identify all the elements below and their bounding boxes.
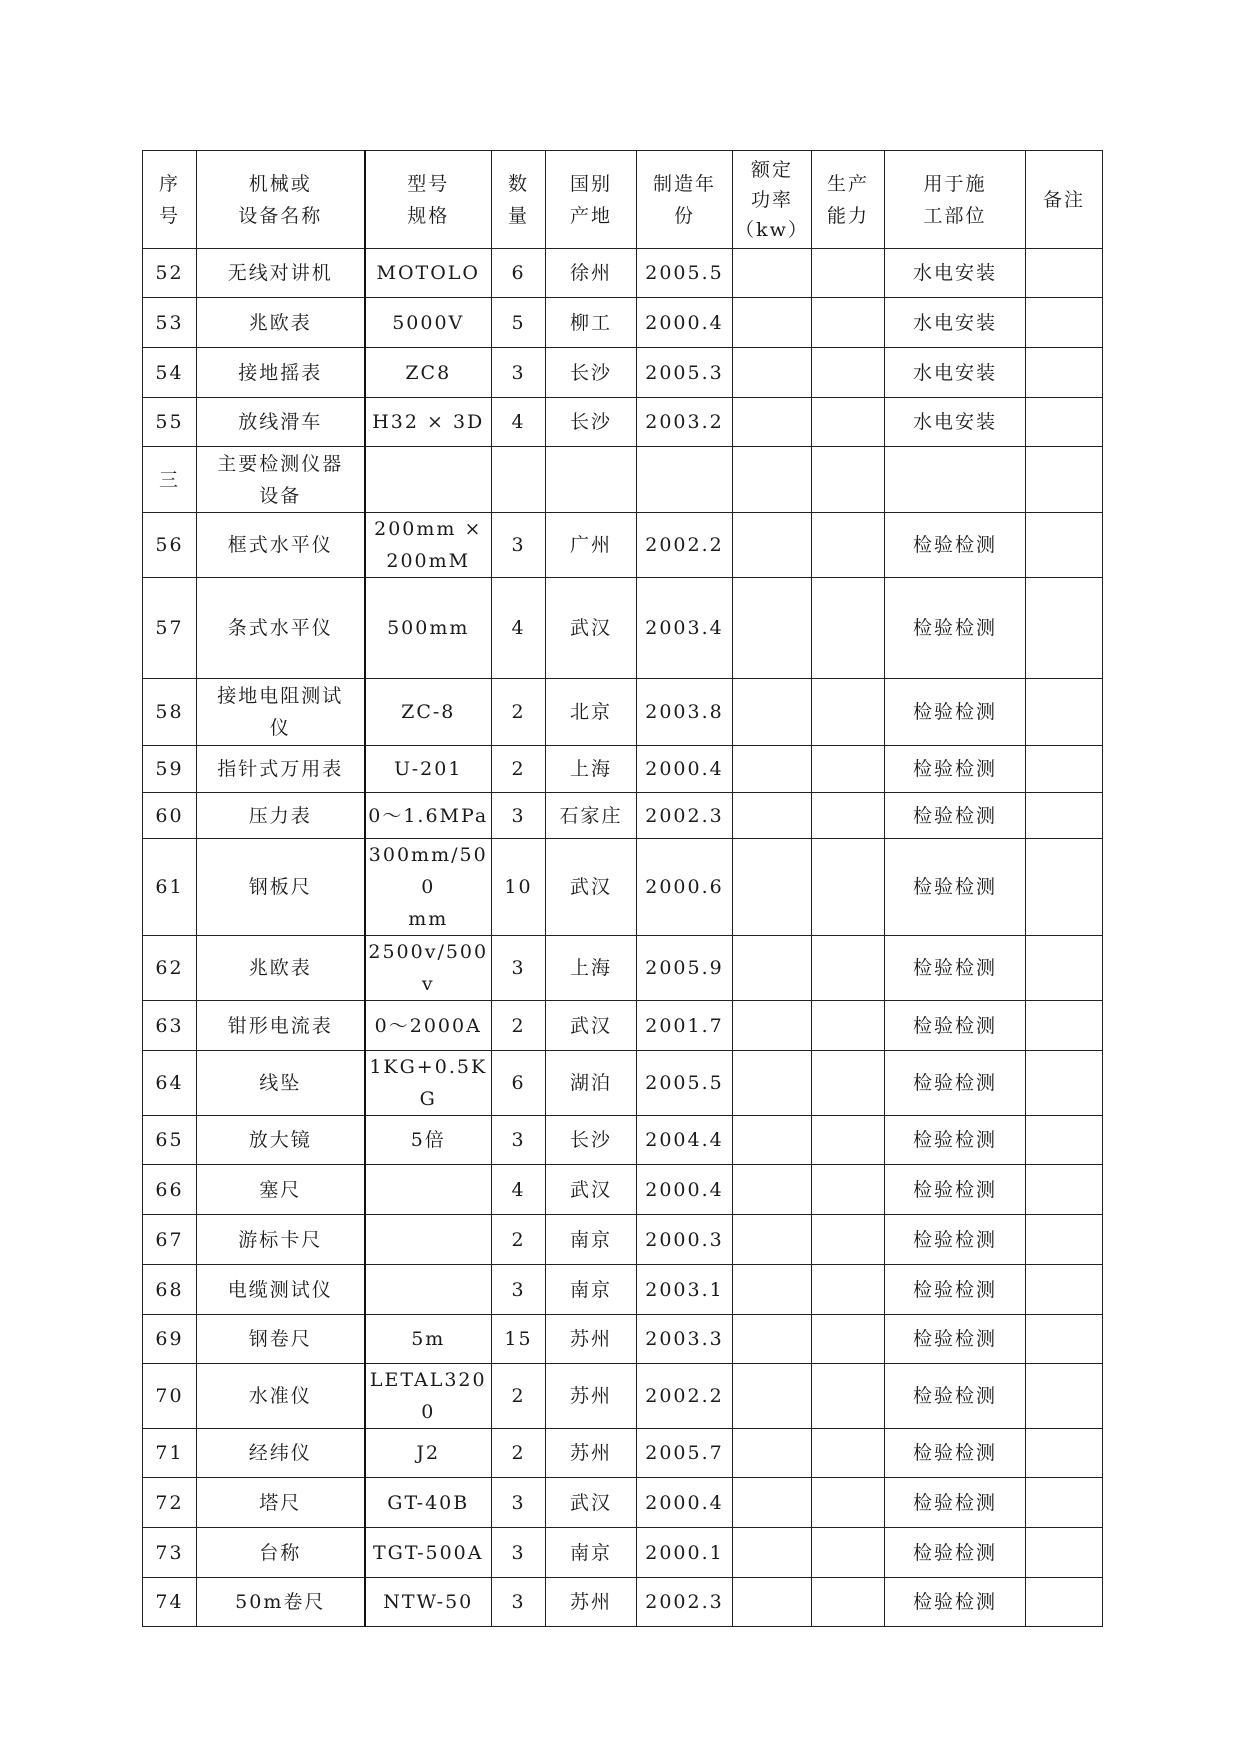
cell-power [733, 1215, 812, 1265]
cell-seq: 55 [143, 398, 197, 447]
cell-capacity [812, 447, 885, 513]
cell-year: 2002.3 [637, 1578, 733, 1627]
cell-origin: 南京 [546, 1528, 637, 1578]
table-row [143, 348, 1103, 398]
cell-qty: 2 [492, 1364, 546, 1429]
cell-spec: 2500v/500 v [365, 936, 492, 1001]
cell-power [733, 1528, 812, 1578]
cell-spec: 0～2000A [365, 1001, 492, 1051]
cell-spec: J2 [365, 1429, 492, 1478]
table-row [143, 936, 1103, 1001]
cell-usage: 检验检测 [885, 936, 1026, 1001]
cell-name: 框式水平仪 [197, 513, 365, 578]
cell-qty: 2 [492, 679, 546, 746]
cell-seq: 67 [143, 1215, 197, 1265]
cell-spec: 200mm × 200mM [365, 513, 492, 578]
cell-year: 2004.4 [637, 1116, 733, 1165]
cell-seq: 69 [143, 1315, 197, 1364]
cell-origin: 徐州 [546, 249, 637, 298]
cell-seq: 71 [143, 1429, 197, 1478]
cell-spec [365, 1265, 492, 1315]
table-row [143, 447, 1103, 513]
cell-origin: 长沙 [546, 398, 637, 447]
cell-remarks [1026, 679, 1103, 746]
cell-power [733, 1165, 812, 1215]
table-row [143, 1215, 1103, 1265]
cell-origin: 苏州 [546, 1315, 637, 1364]
header-name: 机械或 设备名称 [197, 151, 365, 249]
cell-year: 2000.4 [637, 1165, 733, 1215]
cell-seq: 60 [143, 793, 197, 839]
cell-seq: 65 [143, 1116, 197, 1165]
cell-seq: 54 [143, 348, 197, 398]
cell-spec: TGT-500A [365, 1528, 492, 1578]
cell-origin: 武汉 [546, 1165, 637, 1215]
cell-power [733, 1265, 812, 1315]
cell-seq: 68 [143, 1265, 197, 1315]
cell-capacity [812, 513, 885, 578]
cell-spec [365, 1165, 492, 1215]
cell-spec: 300mm/500 mm [365, 839, 492, 936]
cell-qty: 15 [492, 1315, 546, 1364]
table-row [143, 1429, 1103, 1478]
cell-power [733, 793, 812, 839]
cell-qty: 2 [492, 1429, 546, 1478]
cell-name: 50m卷尺 [197, 1578, 365, 1627]
cell-spec: U-201 [365, 746, 492, 793]
cell-origin: 长沙 [546, 348, 637, 398]
cell-year: 2005.5 [637, 1051, 733, 1116]
cell-remarks [1026, 1528, 1103, 1578]
cell-usage: 检验检测 [885, 1051, 1026, 1116]
cell-seq: 70 [143, 1364, 197, 1429]
cell-remarks [1026, 1001, 1103, 1051]
cell-seq: 57 [143, 578, 197, 679]
cell-name: 放线滑车 [197, 398, 365, 447]
cell-origin: 武汉 [546, 578, 637, 679]
cell-remarks [1026, 1265, 1103, 1315]
cell-capacity [812, 1578, 885, 1627]
cell-year: 2000.4 [637, 1478, 733, 1528]
cell-capacity [812, 746, 885, 793]
cell-remarks [1026, 839, 1103, 936]
cell-spec [365, 447, 492, 513]
cell-capacity [812, 793, 885, 839]
cell-seq: 三 [143, 447, 197, 513]
cell-name: 塔尺 [197, 1478, 365, 1528]
table-row [143, 1364, 1103, 1429]
cell-year: 2003.2 [637, 398, 733, 447]
cell-capacity [812, 1215, 885, 1265]
cell-usage: 检验检测 [885, 1116, 1026, 1165]
cell-name: 接地摇表 [197, 348, 365, 398]
cell-origin: 武汉 [546, 1001, 637, 1051]
cell-remarks [1026, 249, 1103, 298]
cell-qty: 3 [492, 1116, 546, 1165]
cell-power [733, 746, 812, 793]
cell-qty: 5 [492, 298, 546, 348]
cell-spec: ZC-8 [365, 679, 492, 746]
cell-power [733, 249, 812, 298]
cell-seq: 58 [143, 679, 197, 746]
cell-usage: 检验检测 [885, 1528, 1026, 1578]
table-row [143, 839, 1103, 936]
cell-year: 2003.1 [637, 1265, 733, 1315]
cell-remarks [1026, 936, 1103, 1001]
cell-seq: 52 [143, 249, 197, 298]
cell-usage: 检验检测 [885, 513, 1026, 578]
cell-spec: 5倍 [365, 1116, 492, 1165]
cell-seq: 64 [143, 1051, 197, 1116]
cell-origin: 上海 [546, 746, 637, 793]
table-row [143, 1578, 1103, 1627]
cell-qty: 3 [492, 1265, 546, 1315]
cell-name: 经纬仪 [197, 1429, 365, 1478]
cell-year: 2002.3 [637, 793, 733, 839]
cell-remarks [1026, 1364, 1103, 1429]
cell-power [733, 1051, 812, 1116]
cell-seq: 61 [143, 839, 197, 936]
cell-name: 线坠 [197, 1051, 365, 1116]
cell-usage [885, 447, 1026, 513]
cell-year: 2005.3 [637, 348, 733, 398]
cell-usage: 检验检测 [885, 1478, 1026, 1528]
cell-power [733, 1364, 812, 1429]
cell-origin: 南京 [546, 1265, 637, 1315]
table-row [143, 398, 1103, 447]
cell-spec: LETAL3200 [365, 1364, 492, 1429]
cell-spec: NTW-50 [365, 1578, 492, 1627]
cell-name: 兆欧表 [197, 936, 365, 1001]
cell-name: 台称 [197, 1528, 365, 1578]
cell-power [733, 348, 812, 398]
cell-usage: 检验检测 [885, 746, 1026, 793]
cell-usage: 检验检测 [885, 1001, 1026, 1051]
cell-usage: 检验检测 [885, 1578, 1026, 1627]
cell-remarks [1026, 793, 1103, 839]
cell-name: 压力表 [197, 793, 365, 839]
cell-origin: 长沙 [546, 1116, 637, 1165]
cell-power [733, 398, 812, 447]
cell-qty: 4 [492, 1165, 546, 1215]
cell-seq: 73 [143, 1528, 197, 1578]
cell-name: 钢卷尺 [197, 1315, 365, 1364]
cell-seq: 62 [143, 936, 197, 1001]
cell-capacity [812, 1001, 885, 1051]
cell-usage: 水电安装 [885, 398, 1026, 447]
cell-qty: 3 [492, 936, 546, 1001]
cell-name: 条式水平仪 [197, 578, 365, 679]
cell-usage: 检验检测 [885, 839, 1026, 936]
table-header-row [143, 151, 1103, 249]
cell-capacity [812, 398, 885, 447]
cell-capacity [812, 1116, 885, 1165]
table-row [143, 298, 1103, 348]
cell-spec [365, 1215, 492, 1265]
cell-spec: ZC8 [365, 348, 492, 398]
cell-power [733, 1001, 812, 1051]
cell-spec: 1KG+0.5KG [365, 1051, 492, 1116]
cell-capacity [812, 839, 885, 936]
cell-qty: 3 [492, 513, 546, 578]
cell-year: 2005.7 [637, 1429, 733, 1478]
equipment-table [142, 150, 1103, 1627]
cell-spec: GT-40B [365, 1478, 492, 1528]
cell-capacity [812, 679, 885, 746]
header-qty: 数 量 [492, 151, 546, 249]
cell-power [733, 1429, 812, 1478]
table-row [143, 1116, 1103, 1165]
cell-usage: 检验检测 [885, 1265, 1026, 1315]
cell-name: 接地电阻测试 仪 [197, 679, 365, 746]
cell-seq: 72 [143, 1478, 197, 1528]
cell-qty: 4 [492, 578, 546, 679]
cell-qty: 3 [492, 1578, 546, 1627]
cell-origin: 北京 [546, 679, 637, 746]
cell-origin: 南京 [546, 1215, 637, 1265]
cell-remarks [1026, 1116, 1103, 1165]
table-row [143, 1478, 1103, 1528]
cell-origin: 武汉 [546, 839, 637, 936]
table-body [143, 249, 1103, 1627]
cell-power [733, 1478, 812, 1528]
cell-power [733, 298, 812, 348]
cell-capacity [812, 249, 885, 298]
cell-year: 2000.3 [637, 1215, 733, 1265]
cell-capacity [812, 1265, 885, 1315]
cell-usage: 检验检测 [885, 578, 1026, 679]
table-row [143, 1001, 1103, 1051]
cell-name: 指针式万用表 [197, 746, 365, 793]
cell-name: 主要检测仪器 设备 [197, 447, 365, 513]
cell-power [733, 679, 812, 746]
cell-year: 2003.4 [637, 578, 733, 679]
cell-power [733, 936, 812, 1001]
cell-usage: 检验检测 [885, 793, 1026, 839]
cell-remarks [1026, 447, 1103, 513]
cell-origin: 苏州 [546, 1364, 637, 1429]
cell-power [733, 1578, 812, 1627]
table-row [143, 793, 1103, 839]
cell-power [733, 1315, 812, 1364]
cell-power [733, 839, 812, 936]
cell-name: 塞尺 [197, 1165, 365, 1215]
cell-year: 2002.2 [637, 513, 733, 578]
table-row [143, 1315, 1103, 1364]
cell-name: 兆欧表 [197, 298, 365, 348]
cell-remarks [1026, 1578, 1103, 1627]
header-remarks: 备注 [1026, 151, 1103, 249]
cell-year: 2002.2 [637, 1364, 733, 1429]
cell-year: 2000.6 [637, 839, 733, 936]
cell-year: 2000.4 [637, 746, 733, 793]
cell-name: 水准仪 [197, 1364, 365, 1429]
cell-qty: 4 [492, 398, 546, 447]
cell-usage: 检验检测 [885, 679, 1026, 746]
cell-origin: 上海 [546, 936, 637, 1001]
cell-origin: 石家庄 [546, 793, 637, 839]
cell-remarks [1026, 1429, 1103, 1478]
cell-capacity [812, 1165, 885, 1215]
cell-capacity [812, 936, 885, 1001]
table-row [143, 513, 1103, 578]
cell-origin: 湖泊 [546, 1051, 637, 1116]
cell-name: 无线对讲机 [197, 249, 365, 298]
cell-usage: 检验检测 [885, 1215, 1026, 1265]
cell-remarks [1026, 1165, 1103, 1215]
cell-usage: 水电安装 [885, 298, 1026, 348]
cell-seq: 56 [143, 513, 197, 578]
cell-capacity [812, 1364, 885, 1429]
cell-qty: 3 [492, 793, 546, 839]
table-row [143, 249, 1103, 298]
table-row [143, 578, 1103, 679]
cell-qty: 3 [492, 1528, 546, 1578]
cell-capacity [812, 1315, 885, 1364]
cell-capacity [812, 1478, 885, 1528]
cell-remarks [1026, 1051, 1103, 1116]
cell-usage: 检验检测 [885, 1429, 1026, 1478]
cell-spec: 5m [365, 1315, 492, 1364]
table-row [143, 1051, 1103, 1116]
cell-year: 2000.1 [637, 1528, 733, 1578]
cell-origin: 柳工 [546, 298, 637, 348]
cell-origin: 苏州 [546, 1578, 637, 1627]
cell-usage: 水电安装 [885, 249, 1026, 298]
header-year: 制造年 份 [637, 151, 733, 249]
cell-name: 游标卡尺 [197, 1215, 365, 1265]
cell-qty: 2 [492, 1001, 546, 1051]
header-origin: 国别 产地 [546, 151, 637, 249]
cell-year [637, 447, 733, 513]
cell-origin: 武汉 [546, 1478, 637, 1528]
cell-origin: 广州 [546, 513, 637, 578]
cell-year: 2000.4 [637, 298, 733, 348]
cell-spec: 500mm [365, 578, 492, 679]
cell-capacity [812, 1528, 885, 1578]
cell-capacity [812, 578, 885, 679]
table-row [143, 1528, 1103, 1578]
cell-year: 2005.5 [637, 249, 733, 298]
cell-remarks [1026, 348, 1103, 398]
cell-remarks [1026, 298, 1103, 348]
cell-remarks [1026, 746, 1103, 793]
cell-remarks [1026, 1478, 1103, 1528]
header-spec: 型号 规格 [365, 151, 492, 249]
cell-capacity [812, 298, 885, 348]
cell-qty: 6 [492, 1051, 546, 1116]
cell-power [733, 1116, 812, 1165]
cell-year: 2003.3 [637, 1315, 733, 1364]
cell-qty: 2 [492, 1215, 546, 1265]
cell-spec: 5000V [365, 298, 492, 348]
cell-capacity [812, 1051, 885, 1116]
table-row [143, 1265, 1103, 1315]
cell-usage: 检验检测 [885, 1364, 1026, 1429]
cell-remarks [1026, 1315, 1103, 1364]
header-seq: 序 号 [143, 151, 197, 249]
cell-qty [492, 447, 546, 513]
cell-remarks [1026, 398, 1103, 447]
cell-name: 钢板尺 [197, 839, 365, 936]
cell-seq: 66 [143, 1165, 197, 1215]
cell-origin: 苏州 [546, 1429, 637, 1478]
cell-name: 电缆测试仪 [197, 1265, 365, 1315]
cell-spec: 0～1.6MPa [365, 793, 492, 839]
cell-qty: 6 [492, 249, 546, 298]
cell-name: 钳形电流表 [197, 1001, 365, 1051]
cell-power [733, 513, 812, 578]
cell-power [733, 447, 812, 513]
table-row [143, 746, 1103, 793]
cell-spec: MOTOLO [365, 249, 492, 298]
cell-remarks [1026, 513, 1103, 578]
cell-seq: 53 [143, 298, 197, 348]
cell-qty: 10 [492, 839, 546, 936]
table-row [143, 679, 1103, 746]
cell-seq: 63 [143, 1001, 197, 1051]
cell-spec: H32 × 3D [365, 398, 492, 447]
cell-origin [546, 447, 637, 513]
cell-capacity [812, 348, 885, 398]
cell-year: 2005.9 [637, 936, 733, 1001]
cell-qty: 2 [492, 746, 546, 793]
table-row [143, 1165, 1103, 1215]
cell-capacity [812, 1429, 885, 1478]
cell-usage: 检验检测 [885, 1165, 1026, 1215]
header-usage: 用于施 工部位 [885, 151, 1026, 249]
cell-seq: 74 [143, 1578, 197, 1627]
header-capacity: 生产 能力 [812, 151, 885, 249]
cell-remarks [1026, 1215, 1103, 1265]
header-power: 额定 功率 （kw） [733, 151, 812, 249]
cell-name: 放大镜 [197, 1116, 365, 1165]
cell-qty: 3 [492, 1478, 546, 1528]
cell-qty: 3 [492, 348, 546, 398]
cell-usage: 水电安装 [885, 348, 1026, 398]
cell-year: 2003.8 [637, 679, 733, 746]
cell-seq: 59 [143, 746, 197, 793]
cell-usage: 检验检测 [885, 1315, 1026, 1364]
cell-remarks [1026, 578, 1103, 679]
cell-power [733, 578, 812, 679]
cell-year: 2001.7 [637, 1001, 733, 1051]
